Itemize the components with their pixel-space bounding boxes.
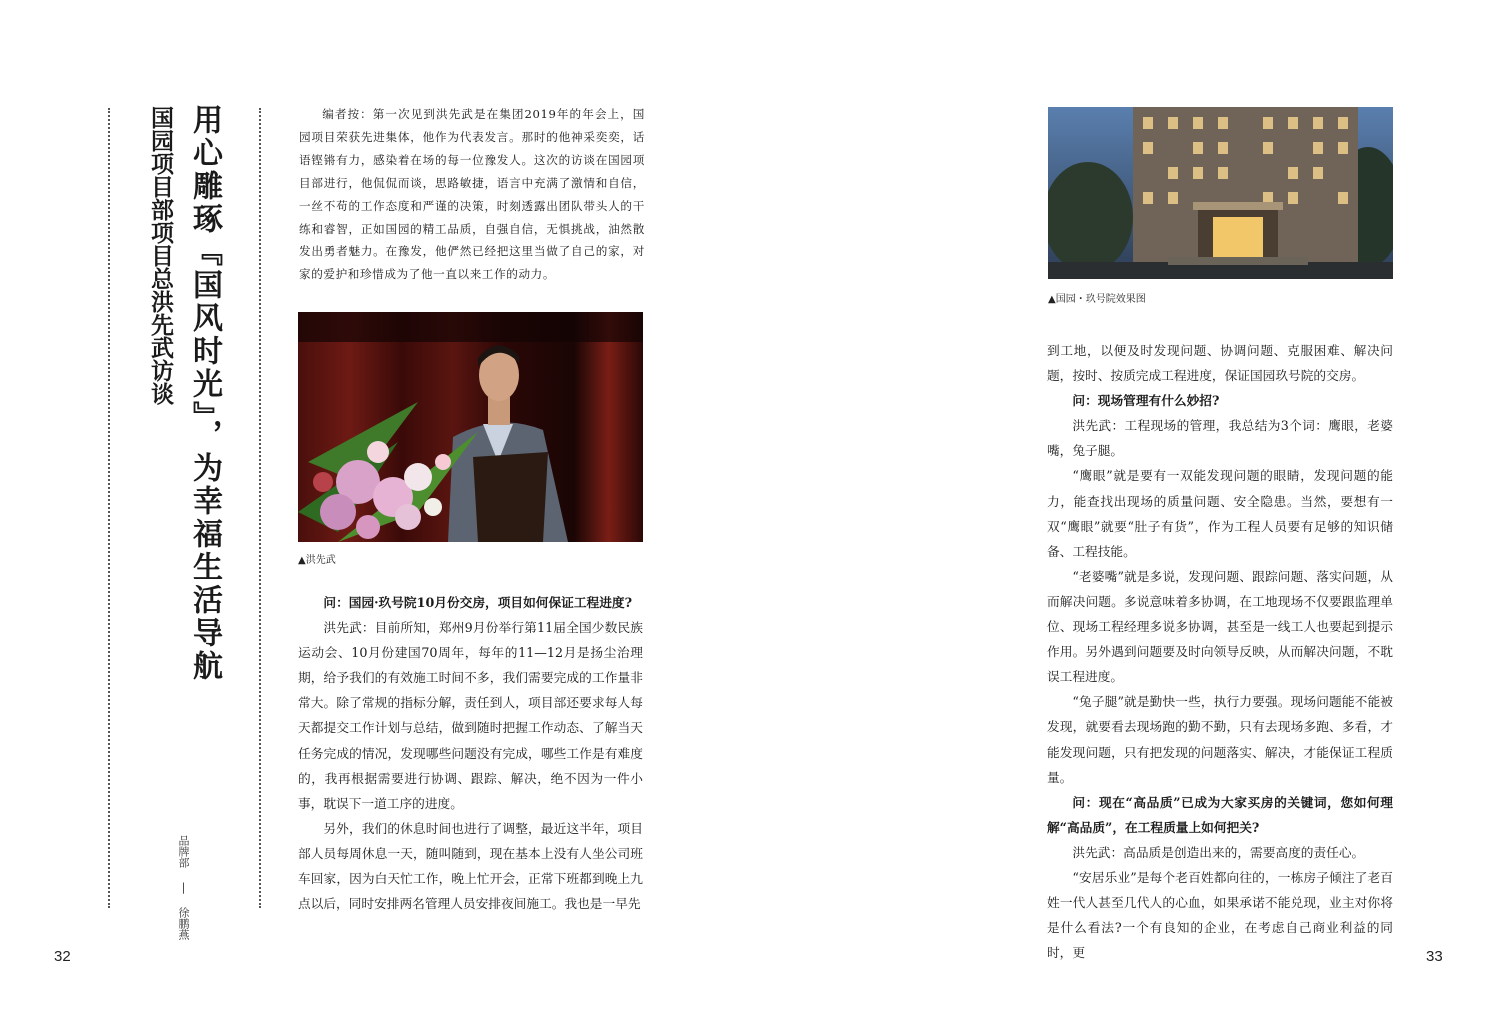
left-dotted-rule [108, 108, 110, 908]
question-paragraph: 问：国园·玖号院10月份交房，项目如何保证工程进度? [323, 595, 633, 610]
body-paragraph: 另外，我们的休息时间也进行了调整，最近这半年，项目部人员每周休息一天，随叫随到，现在基本上没有人坐公司班车回家，因为白天忙工作，晚上忙开会，正常下班都到晚上九点以后，同时安排两名管理人员安排夜间施工。我也是一早先 [298, 820, 643, 912]
page-number-left: 32 [54, 948, 71, 965]
question-paragraph: 问：现场管理有什么妙招? [1072, 393, 1220, 409]
body-paragraph: “鹰眼”就是要有一双能发现问题的眼睛，发现问题的能力，能查找出现场的质量问题、安全隐患。当然，要想有一双“鹰眼”就要“肚子有货”，作为工程人员要有足够的知识储备、工程技能。 [1047, 468, 1393, 559]
page-number-right: 33 [1426, 948, 1443, 965]
speaker-photo-caption: ▲洪先武 [298, 555, 336, 566]
answer-paragraph: 洪先武：工程现场的管理，我总结为3个词：鹰眼，老婆嘴，兔子腿。 [1047, 418, 1393, 459]
left-body-text [298, 590, 643, 916]
article-subtitle: 国园项目部项目总洪先武访谈 [147, 106, 174, 405]
body-paragraph: “老婆嘴”就是多说，发现问题、跟踪问题、落实问题，从而解决问题。多说意味着多协调，在工地现场不仅要跟监理单位、现场工程经理多说多协调，甚至是一线工人也要起到提示作用。另外遇到问题要及时向领导反映，从而解决问题，不耽误工程进度。 [1047, 568, 1393, 685]
answer-paragraph: 洪先武：高品质是创造出来的，需要高度的责任心。 [1072, 844, 1365, 860]
question-paragraph: 问：现在“高品质”已成为大家买房的关键词，您如何理解“高品质”，在工程质量上如何把关? [1047, 794, 1393, 835]
author-credit: 品牌部 | 徐鹏燕 [177, 835, 190, 940]
inner-dotted-rule [259, 108, 261, 908]
building-rendering-photo [1048, 107, 1393, 279]
right-body-text [1047, 338, 1393, 965]
answer-paragraph: 洪先武：目前所知，郑州9月份举行第11届全国少数民族运动会、10月份建国70周年，每年的11—12月是扬尘治理期，给予我们的有效施工时间不多，我们需要完成的工作量非常大。除了常规的指标分解，责任到人，项目部还要求每人每天都提交工作计划与总结，做到随时把握工作动态、了解当天任务完成的情况，发现哪些问题没有完成，哪些工作是有难度的，我再根据需要进行协调、跟踪、解决，绝不因为一件小事，耽误下一道工序的进度。 [298, 620, 643, 811]
editor-note: 编者按：第一次见到洪先武是在集团2019年的年会上，国园项目荣获先进集体，他作为代表发言。那时的他神采奕奕，话语铿锵有力，感染着在场的每一位豫发人。这次的访谈在国园项目部进行，他侃侃而谈，思路敏捷，语言中充满了激情和自信，一丝不苟的工作态度和严谨的决策，时刻透露出团队带头人的干练和睿智，正如国园的精工品质，自强自信，无惧挑战，油然散发出勇者魅力。在豫发，他俨然已经把这里当做了自己的家，对家的爱护和珍惜成为了他一直以来工作的动力。 [299, 107, 645, 282]
speaker-photo [298, 312, 643, 542]
body-paragraph: “安居乐业”是每个老百姓都向往的，一栋房子倾注了老百姓一代人甚至几代人的心血，如果承诺不能兑现，业主对你将是什么看法?一个有良知的企业，在考虑自己商业利益的同时，更 [1047, 869, 1393, 961]
building-photo-caption: ▲国园・玖号院效果图 [1048, 294, 1146, 305]
body-paragraph: “兔子腿”就是勤快一些，执行力要强。现场问题能不能被发现，就要看去现场跑的勤不勤，只有去现场多跑、多看，才能发现问题，只有把发现的问题落实、解决，才能保证工程质量。 [1047, 694, 1393, 785]
article-title: 用心雕琢『国风时光』，为幸福生活导航 [187, 104, 222, 683]
continued-paragraph: 到工地，以便及时发现问题、协调问题、克服困难、解决问题，按时、按质完成工程进度，保证国园玖号院的交房。 [1047, 343, 1393, 384]
